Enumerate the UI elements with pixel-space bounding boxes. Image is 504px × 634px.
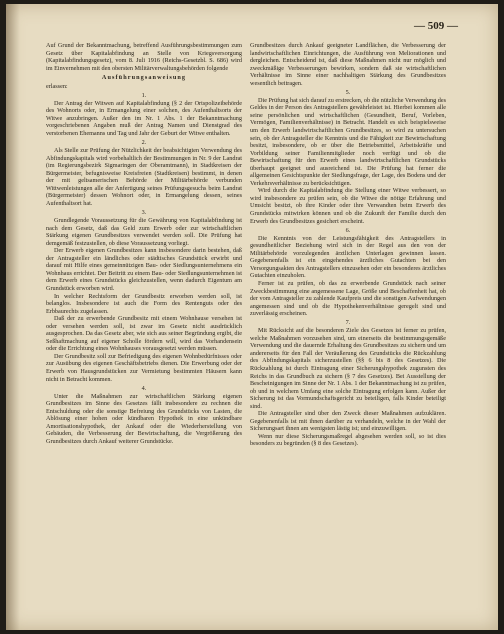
page-number: — 509 — bbox=[414, 20, 458, 32]
paragraph: Ferner ist zu prüfen, ob das zu erwerbende Grundstück nach seiner Zweckbestimmung eine angemessene Lage, Größe und Beschaffenheit hat, ob der vom Antragsteller zu zahlende Kaufpreis und die sonstigen Aufwendungen angemessen sind und ob die Hypothekenverhältnisse geregelt sind und zuverlässig erscheinen. bbox=[250, 279, 446, 318]
right-column bbox=[250, 42, 446, 448]
section-number: 7. bbox=[345, 319, 351, 327]
paragraph: Grundbesitzes durch Ankauf geeigneter Landflächen, die Verbesserung der landwirtschaftlichen Einrichtungen, die Ausführung von Meliorationen und dergleichen. Entscheidend ist, daß diese Maßnahmen nicht nur möglich und zweckmäßige Verbesserungen bewirken, sondern daß sie wirtschaftlichen Verhältnisse im Sinne einer nachhaltigen Stärkung des Grundbesitzes wesentlich beitragen. bbox=[250, 42, 446, 87]
paragraph: Wenn nur diese Sicherungsmaßregel abgesehen werden soll, so ist dies besonders zu begründen (§ 8 des Gesetzes). bbox=[250, 432, 446, 448]
paragraph: Grundlegende Voraussetzung für die Gewährung von Kapitalabfindung ist nach dem Gesetz, daß das Geld zum Erwerb oder zur wirtschaftlichen Stärkung eigenen Grundbesitzes verwendet werden soll. Die Prüfung hat demgemäß festzustellen, ob diese Voraussetzung vorliegt. bbox=[46, 217, 242, 247]
paragraph: Der Antrag der Witwen auf Kapitalabfindung (§ 2 der Ortspolizeibehörde des Wohnorts oder, in Ermangelung einer solchen, des Aufenthaltsorts der Witwe anzubringen. Außer den im Nr. 1 Abs. 1 der Bekanntmachung vorgeschriebenen Angaben muß der Antrag Namen und Dienstgrad des verstorbenen Ehemanns und Tag und Jahr der Geburt der Witwe enthalten. bbox=[46, 99, 242, 138]
section-number: 5. bbox=[345, 88, 351, 96]
left-column bbox=[46, 42, 242, 445]
section-number: 3. bbox=[141, 208, 147, 216]
page-fold-shadow bbox=[6, 4, 20, 630]
paragraph: Mit Rücksicht auf die besonderen Ziele des Gesetzes ist ferner zu prüfen, welche Maßnahmen vorzusehen sind, um einerseits die bestimmungsgemäße Verwendung und die dauernde Erhaltung des Grundbesitzes zu sichern und um andererseits für den Fall der Veräußerung des Grundstücks die Rückzahlung des Abfindungskapitals sicherzustellen (§§ 6 bis 8 des Gesetzes). Die Rückzahlung ist durch Eintragung einer Sicherungshypothek zugunsten des Reichs in das Grundbuch zu sichern (§ 7 des Gesetzes). Bei Ausstellung der Bescheinigungen im Sinne der Nr. 1 Abs. 1 der Bekanntmachung ist zu prüfen, ob und in welchem Umfang eine solche Eintragung erfolgen kann. Außer der Sicherung ist das Vormundschaftsgericht zu beteiligen, falls Kinder beteiligt sind. bbox=[250, 327, 446, 410]
paragraph: Unter die Maßnahmen zur wirtschaftlichen Stärkung eigenen Grundbesitzes im Sinne des Gesetzes fällt insbesondere zu rechnen die Entschuldung oder die sonstige Befreiung des Grundstücks von Lasten, die Ablösung einer hohen oder kündbaren Hypothek in eine unkündbare Amortisationshypothek, der Ankauf oder die Wiederherstellung von Gebäuden, die Verbesserung der Bewirtschaftung, die Vergrößerung des Grundbesitzes durch Ankauf weiterer Grundstücke. bbox=[46, 392, 242, 445]
paragraph: erlassen: bbox=[46, 82, 68, 90]
section-number: 1. bbox=[141, 91, 147, 99]
section-heading: Ausführungsanweisung bbox=[101, 74, 187, 82]
paragraph: Der Grundbesitz soll zur Befriedigung des eigenen Wohnbedürfnisses oder zur Ausübung des eigenen Geschäftsbetriebs dienen. Die Erwerbung oder der Erwerb von Hausgrundstücken zur Vermietung bestimmten Häusern kann nicht in Betracht kommen. bbox=[46, 352, 242, 383]
section-number: 2. bbox=[141, 139, 147, 147]
section-number: 4. bbox=[141, 384, 147, 392]
document-page bbox=[6, 4, 498, 630]
section-number: 6. bbox=[345, 226, 351, 234]
paragraph: In welcher Rechtsform der Grundbesitz erworben werden soll, ist belanglos. Insbesondere ist auch die Form des Rentenguts oder des Erbbaurechts zugelassen. bbox=[46, 292, 242, 315]
paragraph: Der Erwerb eigenen Grundbesitzes kann insbesondere darin bestehen, daß der Antragsteller ein ländliches oder städtisches Grundstück erwirbt und darauf mit Hilfe eines gemeinnützigen Bau- oder Siedlungsunternehmens ein Wohnhaus errichtet. Der Beitritt zu einem Bau- oder Siedlungsunternehmen ist dem Erwerb eines Grundstücks gleichzustellen, wenn dadurch Eigentum am Grundstück erworben wird. bbox=[46, 247, 242, 292]
paragraph: Die Kenntnis von der Leistungsfähigkeit des Antragstellers in gesundheitlicher Beziehung wird sich in der Regel aus den von der Militärbehörde vorzulegenden ärztlichen Unterlagen gewinnen lassen. Gegebenenfalls ist ein eingehendes ärztliches Gutachten bei den Versorgungsakten des Antragstellers einzusehen oder ein besonderes ärztliches Gutachten einzuholen. bbox=[250, 234, 446, 280]
paragraph: Die Prüfung hat sich darauf zu erstrecken, ob die nützliche Verwendung des Geldes in der Person des Antragstellers gewährleistet ist. Hierbei kommen alle seine persönlichen und wirtschaftlichen (Gesundheit, Beruf, Vorleben, Vermögen, Familienverhältnisse) in Betracht. Handelt es sich beispielsweise um den Erwerb landwirtschaftlichen Grundbesitzes, so wird zu untersuchen sein, ob der Antragsteller die Kenntnis und die Fähigkeit zur Bewirtschaftung besitzt, insbesondere, ob er über die Betriebsmittel, Arbeitskräfte und Vorbildung seiner Familienmitglieder noch verfügt und ob die Bewirtschaftung für den Erwerb eines landwirtschaftlichen Grundstücks überhaupt geeignet und ausreichend ist. Die Prüfung hat ferner die allgemeinen Gesichtspunkte der Siedlungsfrage, der Lage, des Bodens und der Verkehrsverhältnisse zu berücksichtigen. bbox=[250, 96, 446, 187]
paragraph: Als Stelle zur Prüfung der Nützlichkeit der beabsichtigten Verwendung des Abfindungskapitals wird vorbehaltlich der Bestimmungen in Nr. 9 der Landrat (im Regierungsbezirk Sigmaringen der Oberamtmann), in Stadtkreisen der Bürgermeister, befugnisweise Kreisfreien (Stadtkreisen) bestimmt, in denen der mit geltsamerischen Behörde der Militärbehörde verbunden Wittwenleistungen alle der Anfertigung seines Prüfungsgesuchs beim Landrat (Bürgermeister) dessen Wohnort oder, in Ermangelung dessen, seines Aufenthaltsort hat. bbox=[46, 147, 242, 207]
paragraph: Auf Grund der Bekanntmachung, betreffend Ausführungsbestimmungen zum Gesetz über Kapitalabfindung an Stelle von Kriegsversorgung (Kapitalabfindungsgesetz), vom 8. Juli 1916 (Reichs-Gesetzbl. S. 686) wird im Einvernehmen mit den obersten Militärverwaltungsbehörden folgende bbox=[46, 42, 242, 72]
paragraph: Wird durch die Kapitalabfindung die Stellung einer Witwe verbessert, so wird insbesondere zu prüfen sein, ob die Witwe die nötige Erfahrung und Umsicht besitzt, ob ihre Kinder oder ihre Verwandten beim Erwerb des Grundstücks mitwirken können und ob die Zukunft der Familie durch den Erwerb des Grundbesitzes gesichert erscheint. bbox=[250, 187, 446, 225]
paragraph: Die Antragsteller sind über den Zweck dieser Maßnahmen aufzuklären. Gegebenenfalls ist mit ihnen darüber zu verhandeln, welche in der Wahl der Sicherungsart ihnen am wenigsten lästig ist; und einzuwilligen. bbox=[250, 410, 446, 433]
paragraph: Daß der zu erwerbende Grundbesitz mit einem Wohnhause versehen ist oder versehen werden soll, ist zwar im Gesetz nicht ausdrücklich ausgesprochen. Da das Gesetz aber, wie sich aus seiner Begründung ergibt, die Seßhaftmachung auf eigener Scholle fördern will, wird das Vorhandensein oder die Errichtung eines Wohnhauses vorausgesetzt werden müssen. bbox=[46, 315, 242, 353]
